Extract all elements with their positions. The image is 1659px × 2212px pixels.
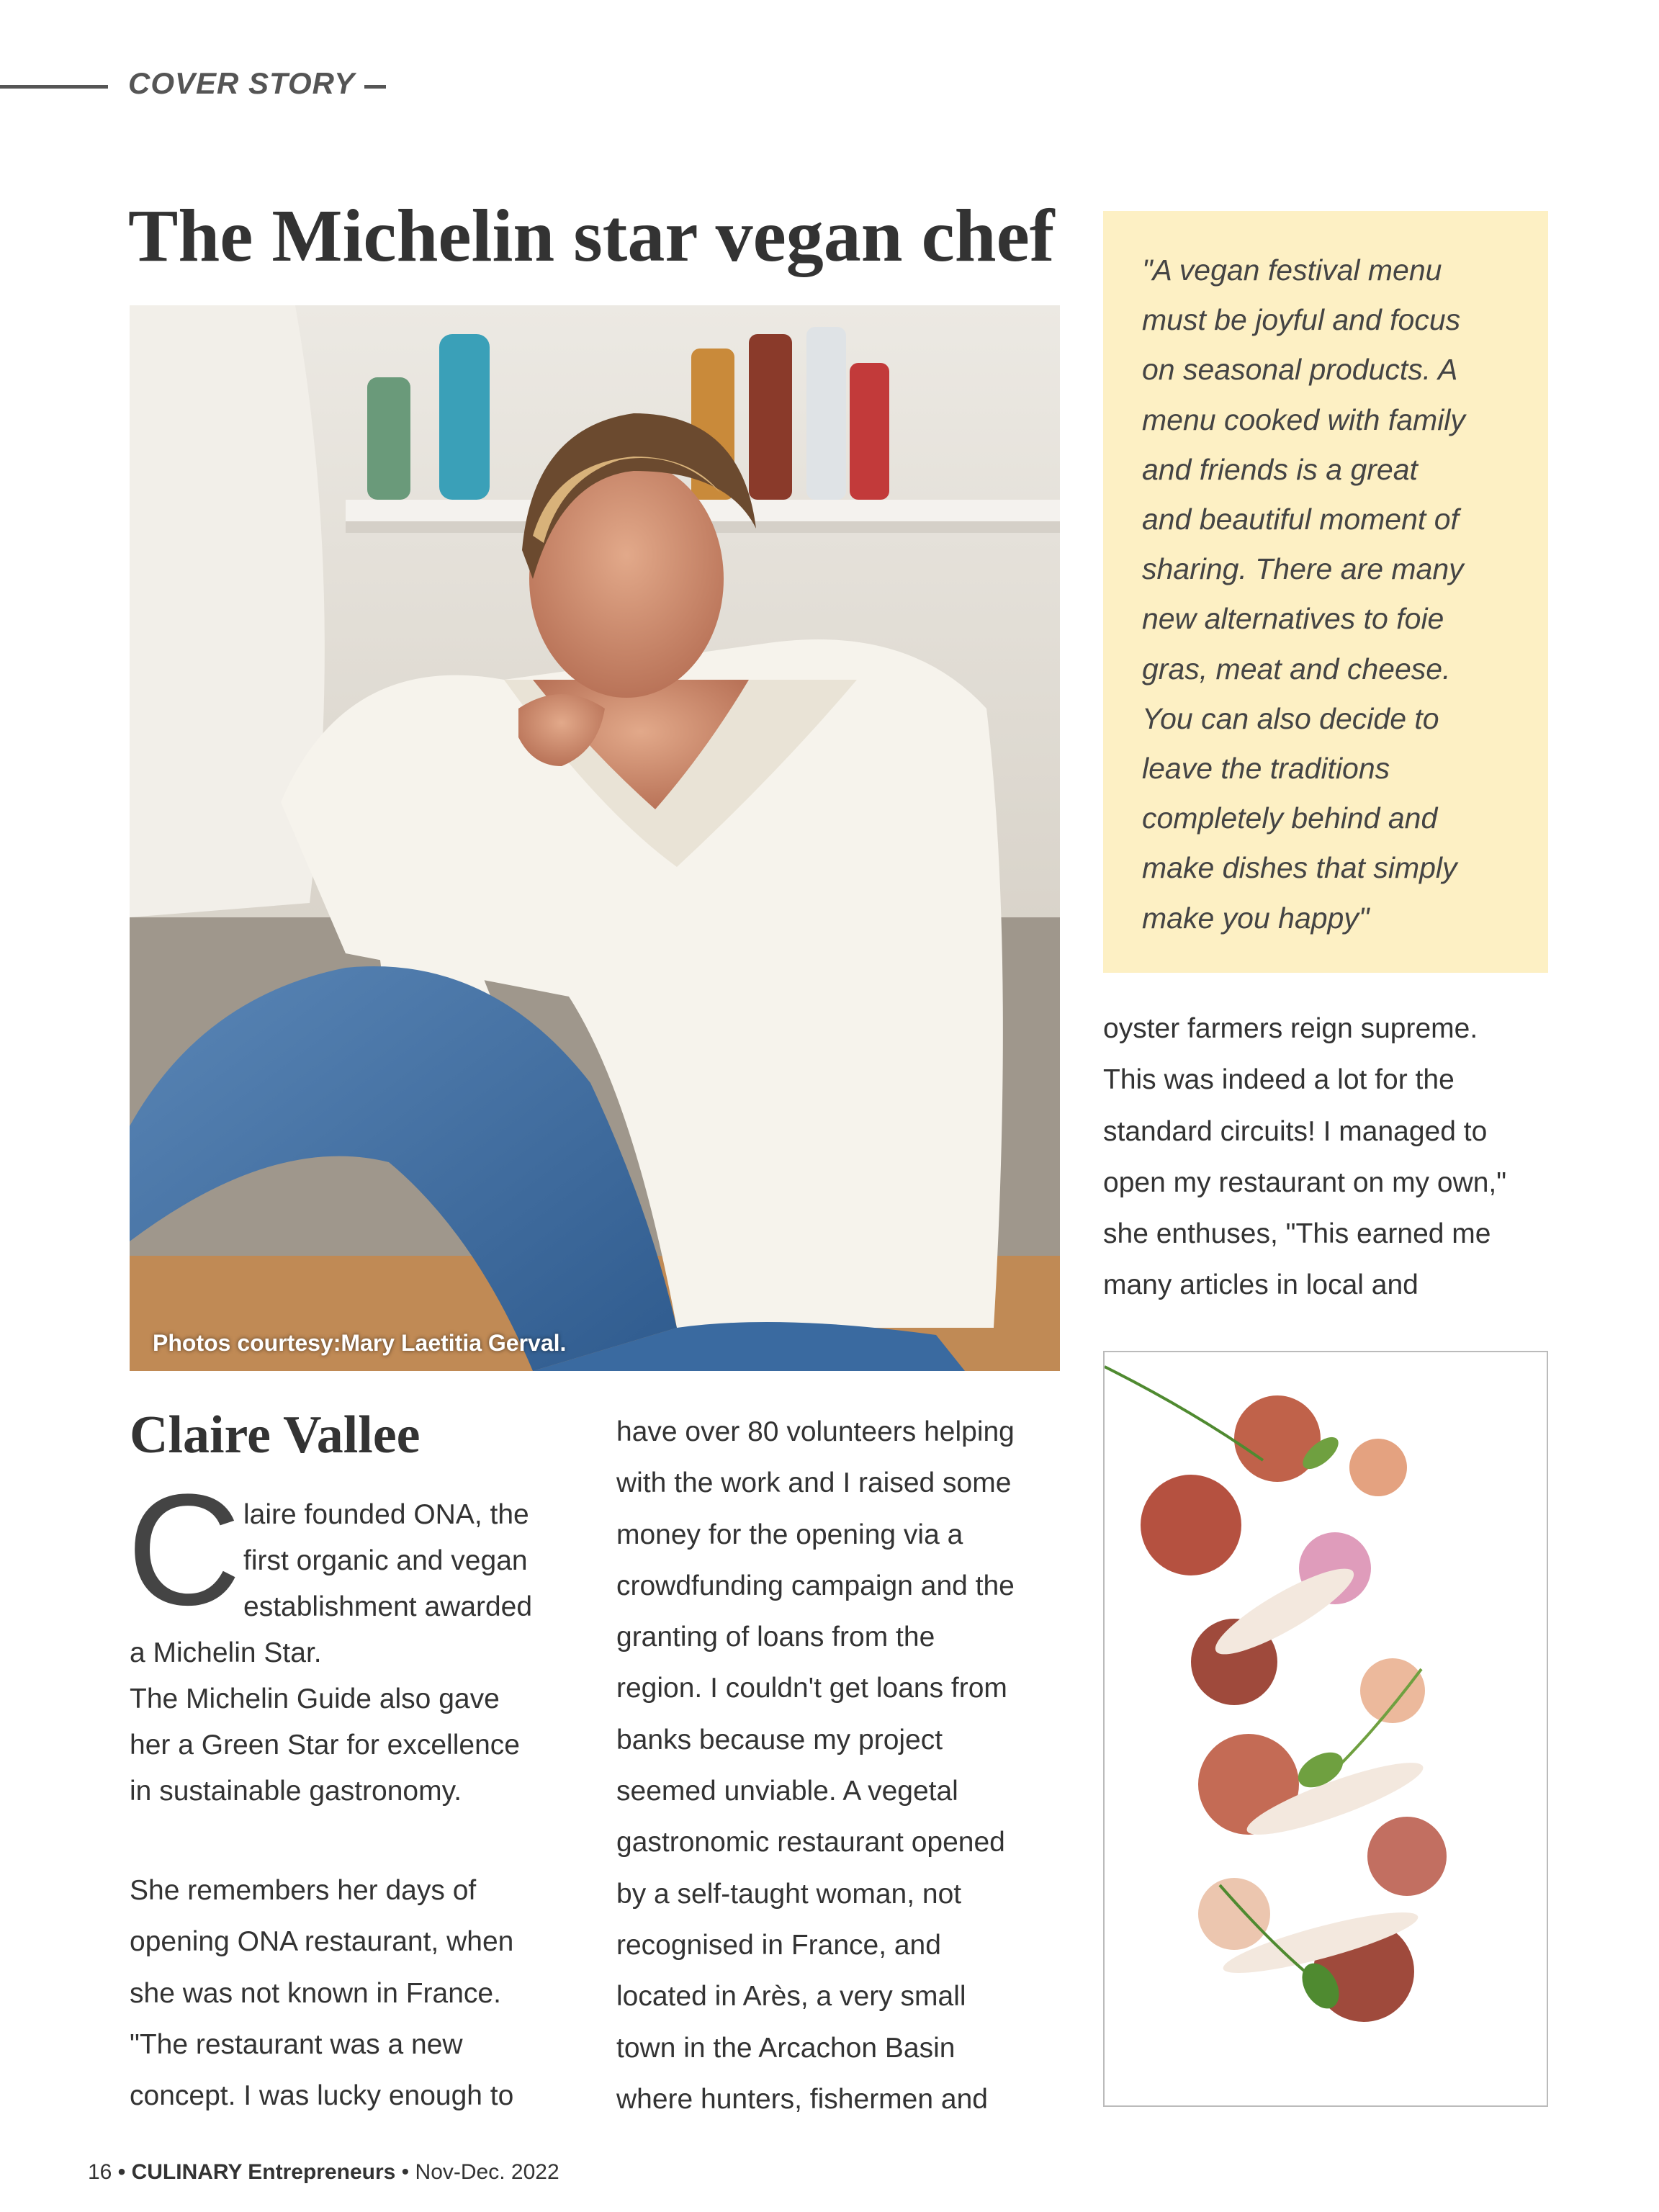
drop-cap: C [127, 1461, 241, 1638]
food-plating-photo [1103, 1351, 1548, 2107]
pull-quote-text: "A vegan festival menu must be joyful and focus on seasonal products. A menu cooked with family and friends is a great and beautiful moment of sharing. There are many new alternatives to foie gras, meat and cheese. You can also decide to leave the traditions completely behind and make dishes that simply make you happy" [1142, 253, 1465, 935]
footer-separator: • [401, 2160, 410, 2184]
article-text-middle-column: have over 80 volunteers helping with the work and I raised some money for the opening via a crowdfunding campaign and the granting of loans from the region. I couldn't get loans from banks because my project seemed unviable. A vegetal gastronomic restaurant opened by a self-taught woman, not recognised in France, and located in Arès, a very small town in the Arcachon Basin where hunters, fishermen and [616, 1416, 1015, 2115]
section-label: COVER STORY [128, 66, 356, 100]
pull-quote-box [1103, 211, 1548, 973]
chef-portrait-illustration [130, 305, 1060, 1371]
food-plating-illustration [1105, 1352, 1547, 2105]
article-lead-text: laire founded ONA, the first organic and vegan establishment awarded [243, 1499, 533, 1622]
publication-name: CULINARY Entrepreneurs [131, 2160, 396, 2184]
article-text-left-column: a Michelin Star. The Michelin Guide also gave her a Green Star for excellence in sustainable gastronomy. [130, 1637, 520, 1807]
chef-portrait-photo [130, 305, 1060, 1371]
article-subhead: Claire Vallee [130, 1406, 421, 1465]
page-number: 16 [88, 2160, 112, 2184]
article-text-left-column-2: She remembers her days of opening ONA restaurant, when she was not known in France. "The restaurant was a new concept. I was lucky enough to [130, 1875, 514, 2112]
article-text-right-column: oyster farmers reign supreme. This was indeed a lot for the standard circuits! I managed to open my restaurant on my own," she enthuses, "This earned me many articles in local and [1103, 1013, 1507, 1301]
photo-credit: Photos courtesy:Mary Laetitia Gerval. [153, 1330, 567, 1356]
header-rule-right [364, 85, 386, 89]
page-footer [88, 2160, 559, 2185]
issue-date: Nov-Dec. 2022 [415, 2160, 559, 2184]
article-title: The Michelin star vegan chef [128, 194, 1055, 277]
footer-separator: • [117, 2160, 126, 2184]
header-rule-left [0, 85, 108, 89]
